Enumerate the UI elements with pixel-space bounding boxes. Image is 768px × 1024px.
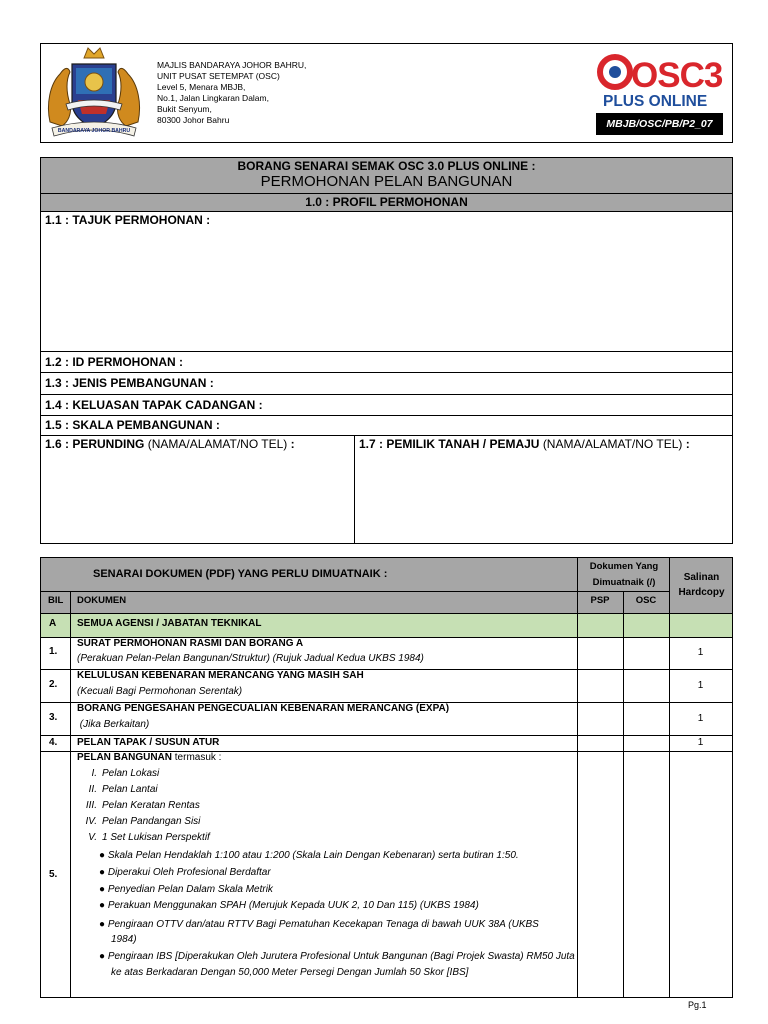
field-label: 1.5 : SKALA PEMBANGUNAN : [45, 418, 220, 432]
osc-checkbox-cell[interactable] [624, 703, 669, 735]
checklist-heading: SENARAI DOKUMEN (PDF) YANG PERLU DIMUATNAIK : [93, 568, 388, 580]
osc-checkbox-cell[interactable] [624, 752, 669, 997]
form-title-line2: PERMOHONAN PELAN BANGUNAN [260, 173, 513, 190]
bullet-item: ● Pengiraan IBS [Diperakukan Oleh Jurutera Profesional Untuk Bangunan (Bagi Projek Swasta) RM50 Juta ke atas Berkadaran Dengan 50,000 Meter Persegi Dengan Jumlah 50 Skor [IBS] [99, 951, 575, 978]
org-line: Level 5, Menara MBJB, [157, 82, 246, 92]
field-label: 1.3 : JENIS PEMBANGUNAN : [45, 376, 214, 390]
bullet-dot-icon: ● [99, 850, 106, 861]
osc-checkbox-cell[interactable] [624, 736, 669, 751]
sub-numeral: V. [88, 832, 97, 843]
column-dokumen: DOKUMEN [77, 595, 127, 606]
form-code-badge: MBJB/OSC/PB/P2_07 [596, 113, 723, 135]
field-site-area[interactable] [41, 395, 732, 416]
row-bil: 2. [49, 679, 58, 690]
psp-checkbox-cell[interactable] [578, 736, 623, 751]
bullet-dot-icon: ● [99, 900, 106, 911]
field-development-type[interactable] [41, 373, 732, 395]
bullet-dot-icon: ● [99, 919, 106, 930]
row-bil: 4. [49, 737, 58, 748]
sub-item: Pelan Pandangan Sisi [102, 816, 201, 827]
column-bil: BIL [48, 595, 64, 606]
field-landowner-developer[interactable] [355, 436, 732, 544]
psp-checkbox-cell[interactable] [578, 638, 623, 669]
document-checklist-table [40, 557, 733, 998]
field-application-id[interactable] [41, 352, 732, 373]
row-bil: 3. [49, 712, 58, 723]
psp-checkbox-cell[interactable] [578, 703, 623, 735]
osc-checkbox-cell[interactable] [624, 638, 669, 669]
sub-numeral: I. [91, 768, 97, 779]
row-note: (Perakuan Pelan-Pelan Bangunan/Struktur) (Rujuk Jadual Kedua UKBS 1984) [77, 653, 424, 664]
row-bil: 1. [49, 646, 58, 657]
field-label: 1.7 : PEMILIK TANAH / PEMAJU (NAMA/ALAMAT/NO TEL) : [359, 437, 690, 451]
row-copies: 1 [697, 680, 704, 691]
bullet-item: ● Perakuan Menggunakan SPAH (Merujuk Kepada UUK 2, 10 Dan 115) (UKBS 1984) [99, 900, 479, 911]
field-label: 1.6 : PERUNDING (NAMA/ALAMAT/NO TEL) : [45, 437, 295, 451]
osc-checkbox-cell[interactable] [624, 670, 669, 702]
org-line: No.1, Jalan Lingkaran Dalam, [157, 93, 269, 103]
form-title [41, 158, 732, 194]
logo-main-text: OSC3 [631, 56, 723, 95]
org-line: UNIT PUSAT SETEMPAT (OSC) [157, 71, 280, 81]
section-a-title: SEMUA AGENSI / JABATAN TEKNIKAL [77, 618, 262, 629]
row-copies: 1 [697, 713, 704, 724]
row-copies: 1 [697, 737, 704, 748]
bullet-item: ● Diperakui Oleh Profesional Berdaftar [99, 867, 271, 878]
field-development-scale[interactable] [41, 416, 732, 436]
row-bil: 5. [49, 869, 58, 880]
application-profile-section [40, 157, 733, 544]
form-title-line1: BORANG SENARAI SEMAK OSC 3.0 PLUS ONLINE : [237, 159, 536, 173]
field-label: 1.2 : ID PERMOHONAN : [45, 355, 184, 369]
crest-motto: BANDARAYA JOHOR BAHRU [57, 128, 131, 134]
psp-checkbox-cell[interactable] [578, 752, 623, 997]
row-note: (Kecuali Bagi Permohonan Serentak) [77, 686, 243, 697]
section-a-bil: A [49, 618, 57, 629]
section-heading-profile: 1.0 : PROFIL PERMOHONAN [41, 194, 732, 212]
sub-item: Pelan Lantai [102, 784, 158, 795]
uploaded-heading: Dokumen Yang Dimuatnaik (/) [589, 561, 659, 588]
column-osc: OSC [635, 595, 657, 606]
bullet-dot-icon: ● [99, 951, 106, 962]
page-number: Pg.1 [688, 1000, 707, 1010]
field-consultant[interactable] [41, 436, 355, 544]
sub-numeral: IV. [85, 816, 97, 827]
row-title: BORANG PENGESAHAN PENGECUALIAN KEBENARAN MERANCANG (EXPA) [77, 703, 450, 714]
field-label: 1.4 : KELUASAN TAPAK CADANGAN : [45, 398, 263, 412]
row-title: SURAT PERMOHONAN RASMI DAN BORANG A [77, 638, 304, 649]
field-label: 1.1 : TAJUK PERMOHONAN : [45, 213, 211, 227]
row-note: (Jika Berkaitan) [77, 719, 150, 730]
org-line: MAJLIS BANDARAYA JOHOR BAHRU, [157, 60, 307, 70]
bullet-dot-icon: ● [99, 867, 106, 878]
row-copies: 1 [697, 647, 704, 658]
org-line: 80300 Johor Bahru [157, 115, 230, 125]
org-line: Bukit Senyum, [157, 104, 212, 114]
field-application-title[interactable] [41, 212, 732, 352]
row5-title: PELAN BANGUNAN termasuk : [77, 752, 222, 763]
sub-item: Pelan Lokasi [102, 768, 160, 779]
bullet-dot-icon: ● [99, 884, 106, 895]
hardcopy-heading: Salinan Hardcopy [678, 572, 725, 598]
sub-item: Pelan Keratan Rentas [102, 800, 200, 811]
sub-item: 1 Set Lukisan Perspektif [102, 832, 210, 843]
sub-numeral: III. [85, 800, 97, 811]
bullet-item: ● Penyedian Pelan Dalam Skala Metrik [99, 884, 273, 895]
osc3-plus-online-logo [597, 50, 723, 112]
organization-address [157, 60, 306, 126]
column-psp: PSP [590, 595, 610, 606]
row-title: KELULUSAN KEBENARAN MERANCANG YANG MASIH SAH [77, 670, 364, 681]
row-title: PELAN TAPAK / SUSUN ATUR [77, 737, 220, 748]
sub-numeral: II. [88, 784, 97, 795]
logo-sub-text: PLUS ONLINE [603, 93, 708, 110]
bullet-item: ● Pengiraan OTTV dan/atau RTTV Bagi Pematuhan Kecekapan Tenaga di bawah UUK 38A (UKBS 1984) [99, 919, 539, 945]
psp-checkbox-cell[interactable] [578, 670, 623, 702]
bullet-item: ● Skala Pelan Hendaklah 1:100 atau 1:200 (Skala Lain Dengan Kebenaran) serta butiran 1:50. [99, 850, 519, 861]
mbjb-crest-logo [44, 44, 144, 142]
